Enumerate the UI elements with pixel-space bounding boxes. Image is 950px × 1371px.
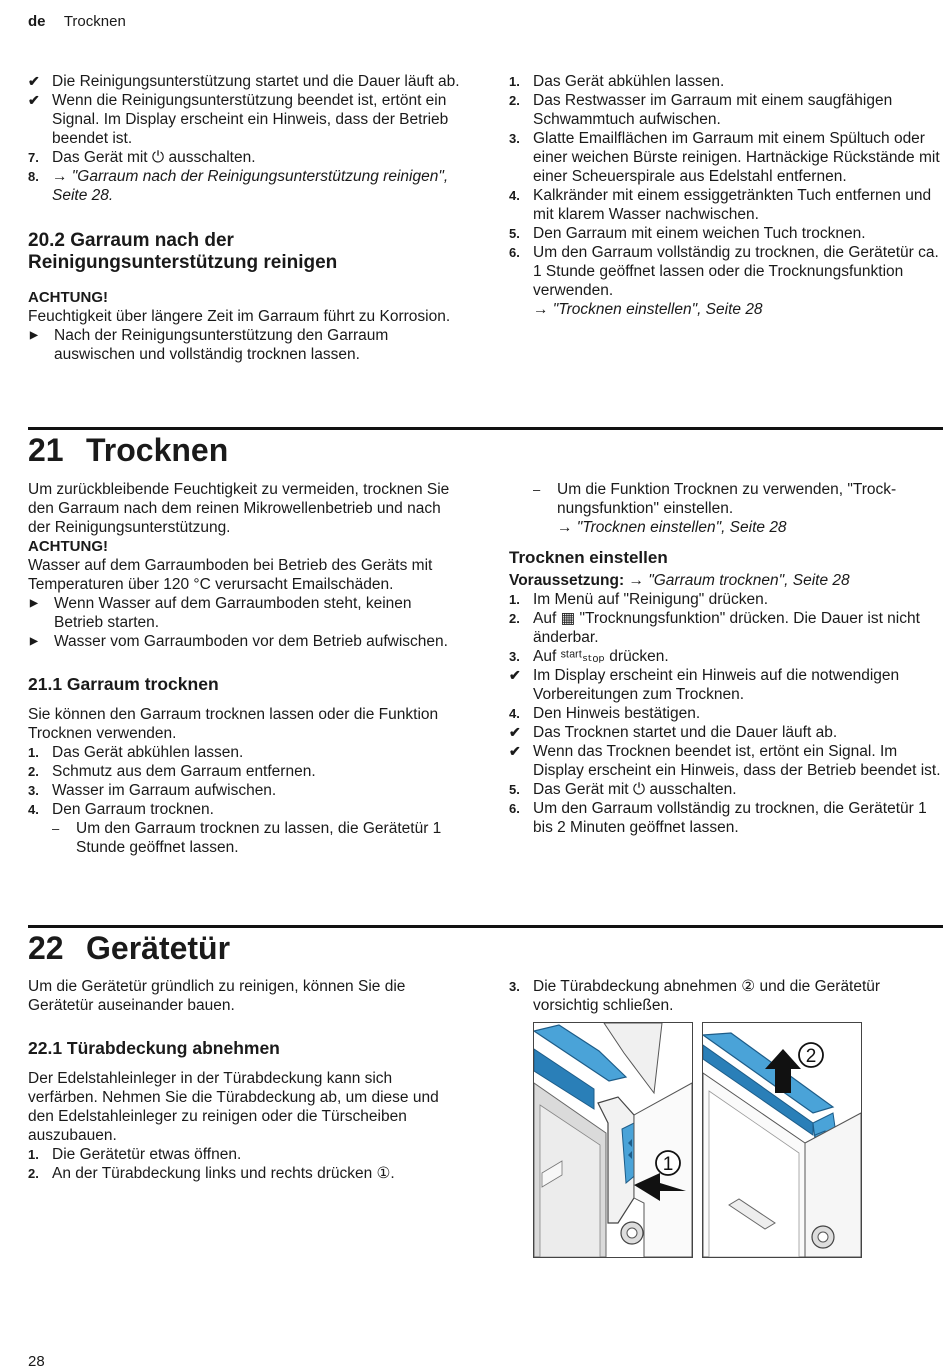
page-number: 28 [28,1353,45,1370]
subsection-intro: Der Edelstahleinleger in der Türabdeckung kann sich verfärben. Nehmen Sie die Türabdeckung ab, um diese und den Edelstahleinleger zu reinigen oder die Türscheiben auszubauen. [28,1070,439,1144]
list-item: 2. Schmutz aus dem Garraum entfernen. [28,763,316,780]
section-heading: 20.2 Garraum nach der Reinigungsunterstützung reinigen [28,230,338,273]
cross-reference-link[interactable]: → "Trocknen einstellen", Seite 28 [557,519,787,536]
cross-reference-link[interactable]: → "Garraum nach der Reinigungsunterstützung reinigen", Seite 28. [52,168,449,204]
subsection-heading: Trocknen einstellen [509,548,668,567]
section-rule [28,925,943,928]
list-item: 4. Den Hinweis bestätigen. [509,705,701,722]
page-header [28,12,126,31]
list-item: 2. Das Restwasser im Garraum mit einem saugfähigen Schwammtuch aufwischen. [509,92,893,128]
list-item: 6. Um den Garraum vollständig zu trocknen, die Gerätetür ca. 1 Stunde geöffnet lassen oder die Trocknungsfunktion verwenden. [509,244,939,299]
list-item: 3. Auf ˢᵗᵃʳᵗₛₜₒₚ drücken. [509,648,669,665]
list-item: ✔ Das Trocknen startet und die Dauer läuft ab. [509,724,838,741]
list-item: 5. Den Garraum mit einem weichen Tuch trocknen. [509,225,866,242]
list-item: ✔ Wenn das Trocknen beendet ist, ertönt ein Signal. Im Display erscheint ein Hinweis, dass der Betrieb beendet ist. [509,743,941,779]
language-code: de [28,13,46,30]
action-item: ▶ Nach der Reinigungsunterstützung den Garraum auswischen und vollständig trocknen lassen. [30,327,389,363]
s22-right-column [509,977,943,1015]
subsection-heading: 21.1 Garraum trocknen [28,674,219,694]
list-item: 1. Im Menü auf "Reinigung" drücken. [509,591,769,608]
subsection-intro: Sie können den Garraum trocknen lassen oder die Funktion Trocknen verwenden. [28,706,439,742]
warning-text: Feuchtigkeit über längere Zeit im Garraum führt zu Korrosion. [28,308,451,325]
dash-item: – Um den Garraum trocknen zu lassen, die Gerätetür 1 Stunde geöffnet lassen. [52,820,442,856]
cross-reference-link[interactable]: → "Garraum trocknen", Seite 28 [628,572,850,589]
list-item: 1. Das Gerät abkühlen lassen. [28,744,244,761]
chapter-title: 21 Trocknen [28,432,229,468]
door-cover-remove-illustration [703,1023,861,1257]
list-item: 8. → "Garraum nach der Reinigungsunterstützung reinigen", Seite 28. [28,167,463,205]
triangle-bullet-icon: ▶ [30,636,38,647]
chapter-title: 22 Gerätetür [28,930,231,966]
prerequisite: Voraussetzung: → "Garraum trocknen", Seite 28 [509,572,850,589]
list-item: 2. An der Türabdeckung links und rechts drücken ①. [28,1165,395,1182]
warning-label: ACHTUNG! [28,538,108,555]
top-right-column [509,72,943,319]
callout-1-label: 1 [662,1154,674,1175]
intro-text: Um die Gerätetür gründlich zu reinigen, können Sie die Gerätetür auseinander bauen. [28,978,406,1014]
warning-text: Wasser auf dem Garraumboden bei Betrieb des Geräts mit Temperaturen über 120 °C verursacht Emailschäden. [28,557,433,593]
section-rule [28,427,943,430]
dash-item: – Um die Funktion Trocknen zu verwenden, "Trocknungsfunktion" einstellen. [533,481,897,517]
callout-2-label: 2 [805,1046,817,1067]
door-cover-press-illustration [534,1023,692,1257]
triangle-bullet-icon: ▶ [30,598,38,609]
s21-left-column [28,480,463,857]
list-item: 3. Glatte Emailflächen im Garraum mit einem Spültuch oder einer weichen Bürste reinigen. Hartnäckige Rückstände mit einer Scheuerspirale aus Edelstahl entfernen. [509,130,940,185]
list-item: ✔ Im Display erscheint ein Hinweis auf die notwendigen Vorbereitungen zum Trocknen. [509,667,900,703]
triangle-bullet-icon: ▶ [30,330,38,341]
list-item: ✔ Wenn die Reinigungsunterstützung beendet ist, ertönt ein Signal. Im Display erscheint ein Hinweis, dass der Betrieb beendet ist. [28,92,449,147]
figure-press-cover [533,1022,693,1258]
list-item: 4. Kalkränder mit einem essiggetränkten Tuch entfernen und mit klarem Wasser nachwischen. [509,187,932,223]
intro-text: Um zurückbleibende Feuchtigkeit zu vermeiden, trocknen Sie den Garraum nach dem reinen Mikrowellenbetrieb und nach der Reinigungsunterstützung. [28,481,450,536]
list-item: 3. Wasser im Garraum aufwischen. [28,782,277,799]
list-item: 1. Die Gerätetür etwas öffnen. [28,1146,242,1163]
header-section: Trocknen [63,13,126,30]
list-item: 4. Den Garraum trocknen. [28,801,214,818]
list-item: 7. Das Gerät mit ⏻ ausschalten. [28,149,256,166]
warning-label: ACHTUNG! [28,289,108,306]
list-item: ✔ Die Reinigungsunterstützung startet und die Dauer läuft ab. [28,73,460,90]
figure-remove-cover [702,1022,862,1258]
s21-right-column [509,480,943,837]
list-item: 6. Um den Garraum vollständig zu trocknen, die Gerätetür 1 bis 2 Minuten geöffnet lassen. [509,800,927,836]
list-item: 5. Das Gerät mit ⏻ ausschalten. [509,781,737,798]
list-item: 2. Auf ▦ "Trocknungsfunktion" drücken. Die Dauer ist nicht änderbar. [509,610,920,646]
s22-left-column [28,977,463,1183]
action-item: ▶ Wenn Wasser auf dem Garraumboden steht, keinen Betrieb starten. [30,595,412,631]
top-left-column [28,72,463,364]
action-item: ▶ Wasser vom Garraumboden vor dem Betrieb aufwischen. [30,633,448,650]
list-item: 3. Die Türabdeckung abnehmen ② und die Gerätetür vorsichtig schließen. [509,978,881,1014]
list-item: 1. Das Gerät abkühlen lassen. [509,73,725,90]
cross-reference-link[interactable]: → "Trocknen einstellen", Seite 28 [533,301,763,318]
subsection-heading: 22.1 Türabdeckung abnehmen [28,1038,280,1058]
